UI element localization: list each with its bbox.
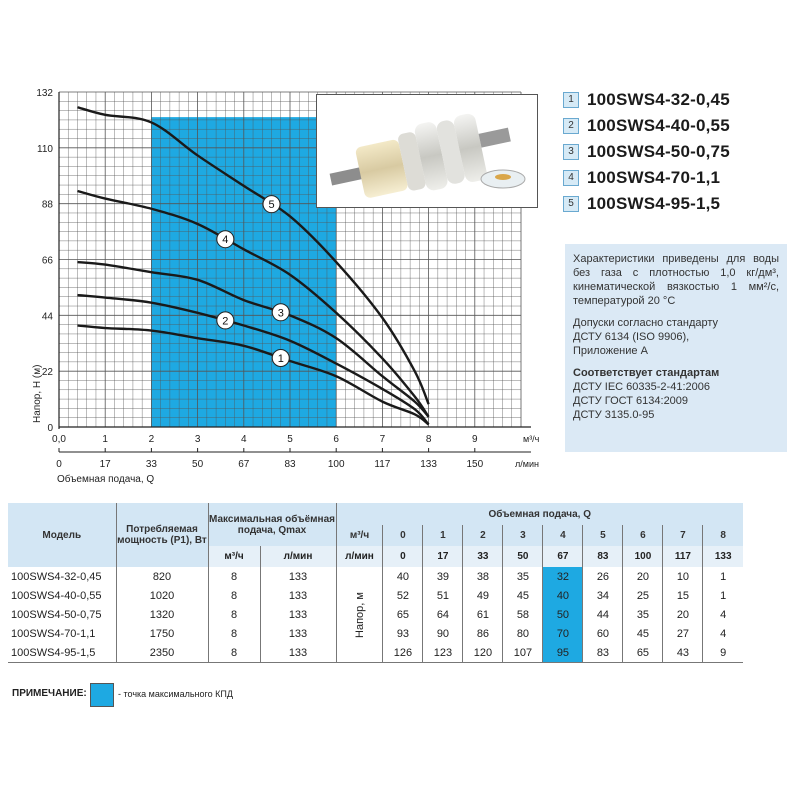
header-model: Модель xyxy=(8,503,116,567)
head-value-cell: 39 xyxy=(423,567,463,586)
qmax-m3h-cell: 8 xyxy=(208,586,260,605)
flow-lmin-header: 117 xyxy=(663,546,703,567)
head-value-cell: 107 xyxy=(503,643,543,663)
x-tick-label-m3h: 6 xyxy=(333,434,339,445)
head-value-cell: 52 xyxy=(383,586,423,605)
curve-label-1: 1 xyxy=(277,352,284,365)
curve-label-4: 4 xyxy=(222,234,229,247)
model-legend-item xyxy=(563,114,793,138)
model-legend xyxy=(563,88,793,218)
head-value-cell: 35 xyxy=(503,567,543,586)
power-cell: 1320 xyxy=(116,605,208,624)
y-tick-label: 110 xyxy=(37,143,53,155)
x-tick-label-lmin: 0 xyxy=(56,459,62,470)
head-value-cell: 1 xyxy=(703,586,743,605)
head-value-cell: 38 xyxy=(463,567,503,586)
model-number-badge: 4 xyxy=(563,170,579,186)
head-value-cell: 9 xyxy=(703,643,743,663)
flow-m3h-header: 6 xyxy=(623,525,663,546)
qmax-lmin-cell: 133 xyxy=(260,624,336,643)
flow-lmin-header: 50 xyxy=(503,546,543,567)
x-tick-label-m3h: 0,0 xyxy=(52,434,66,445)
head-value-cell: 4 xyxy=(703,605,743,624)
flow-m3h-header: 1 xyxy=(423,525,463,546)
x-tick-label-m3h: 3 xyxy=(194,434,201,445)
model-name: 100SWS4-32-0,45 xyxy=(587,90,730,109)
flow-m3h-header: 7 xyxy=(663,525,703,546)
header-m3h-unit: м³/ч xyxy=(336,525,383,546)
x-tick-label-lmin: 150 xyxy=(466,459,484,470)
head-value-cell: 35 xyxy=(623,605,663,624)
qmax-lmin-cell: 133 xyxy=(260,586,336,605)
model-legend-item xyxy=(563,140,793,164)
model-number-badge: 1 xyxy=(563,92,579,108)
header-lmin-unit: л/мин xyxy=(336,546,383,567)
x-unit-lmin: л/мин xyxy=(515,459,539,469)
head-value-cell: 123 xyxy=(423,643,463,663)
head-value-cell: 43 xyxy=(663,643,703,663)
y-tick-label: 66 xyxy=(41,255,53,267)
flow-m3h-header: 5 xyxy=(583,525,623,546)
x-tick-label-lmin: 33 xyxy=(145,459,157,470)
curve-label-2: 2 xyxy=(222,315,229,328)
head-value-cell: 45 xyxy=(623,624,663,643)
flow-m3h-header: 4 xyxy=(543,525,583,546)
head-value-cell: 49 xyxy=(463,586,503,605)
head-value-cell: 70 xyxy=(543,624,583,643)
head-value-cell: 44 xyxy=(583,605,623,624)
model-number-badge: 3 xyxy=(563,144,579,160)
qmax-m3h-cell: 8 xyxy=(208,567,260,586)
head-value-cell: 1 xyxy=(703,567,743,586)
x-tick-label-m3h: 2 xyxy=(148,434,155,445)
flow-m3h-header: 0 xyxy=(383,525,423,546)
x-tick-label-lmin: 50 xyxy=(192,459,204,470)
flow-lmin-header: 67 xyxy=(543,546,583,567)
x-tick-label-lmin: 83 xyxy=(284,459,296,470)
qmax-m3-unit: м³/ч xyxy=(208,546,260,567)
head-label-text: Напор, м xyxy=(353,591,366,638)
model-number-badge: 2 xyxy=(563,118,579,134)
power-cell: 2350 xyxy=(116,643,208,663)
head-value-cell: 32 xyxy=(543,567,583,586)
model-name: 100SWS4-50-0,75 xyxy=(587,142,730,161)
head-value-cell: 65 xyxy=(623,643,663,663)
x-tick-label-m3h: 1 xyxy=(102,434,108,445)
flow-m3h-header: 3 xyxy=(503,525,543,546)
power-cell: 820 xyxy=(116,567,208,586)
head-value-cell: 27 xyxy=(663,624,703,643)
qmax-lmin-cell: 133 xyxy=(260,567,336,586)
qmax-lmin-unit: л/мин xyxy=(260,546,336,567)
x-unit-m3h: м³/ч xyxy=(523,434,540,444)
info-panel xyxy=(565,244,787,452)
head-value-cell: 126 xyxy=(383,643,423,663)
head-value-cell: 26 xyxy=(583,567,623,586)
x-tick-label-lmin: 17 xyxy=(99,459,111,470)
head-value-cell: 15 xyxy=(663,586,703,605)
head-value-cell: 20 xyxy=(623,567,663,586)
head-value-cell: 95 xyxy=(543,643,583,663)
tolerance-line-3: Приложение А xyxy=(573,345,648,357)
x-tick-label-m3h: 4 xyxy=(241,434,247,445)
x-tick-label-m3h: 7 xyxy=(379,434,386,445)
x-tick-label-lmin: 67 xyxy=(238,459,250,470)
x-tick-label-m3h: 9 xyxy=(472,434,478,445)
pump-impeller-image xyxy=(317,95,537,207)
x-tick-label-m3h: 8 xyxy=(425,434,432,445)
curve-label-5: 5 xyxy=(268,199,275,212)
head-value-cell: 64 xyxy=(423,605,463,624)
head-value-cell: 83 xyxy=(583,643,623,663)
header-qmax: Максимальная объёмная подача, Qmax xyxy=(208,503,336,546)
model-name: 100SWS4-40-0,55 xyxy=(587,116,730,135)
y-axis-label: Напор, Н (м) xyxy=(32,364,43,423)
head-value-cell: 34 xyxy=(583,586,623,605)
head-value-cell: 50 xyxy=(543,605,583,624)
power-cell: 1750 xyxy=(116,624,208,643)
spec-table xyxy=(8,503,743,663)
model-cell: 100SWS4-95-1,5 xyxy=(8,643,116,663)
y-tick-label: 22 xyxy=(41,367,53,379)
flow-lmin-header: 83 xyxy=(583,546,623,567)
qmax-lmin-cell: 133 xyxy=(260,643,336,663)
qmax-m3h-cell: 8 xyxy=(208,605,260,624)
flow-m3h-header: 2 xyxy=(463,525,503,546)
head-value-cell: 60 xyxy=(583,624,623,643)
qmax-m3h-cell: 8 xyxy=(208,643,260,663)
standard-1: ДСТУ IEC 60335-2-41:2006 xyxy=(573,381,710,393)
head-value-cell: 58 xyxy=(503,605,543,624)
model-number-badge: 5 xyxy=(563,196,579,212)
head-value-cell: 61 xyxy=(463,605,503,624)
x-tick-label-m3h: 5 xyxy=(287,434,293,445)
pump-photo xyxy=(316,94,538,208)
head-value-cell: 10 xyxy=(663,567,703,586)
y-tick-label: 132 xyxy=(36,88,53,99)
model-cell: 100SWS4-40-0,55 xyxy=(11,589,102,602)
header-power: Потребляемая мощность (P1), Вт xyxy=(116,503,208,567)
y-tick-label: 88 xyxy=(41,199,53,211)
note-text: - точка максимального КПД xyxy=(118,689,233,699)
flow-lmin-header: 33 xyxy=(463,546,503,567)
model-cell: 100SWS4-70-1,1 xyxy=(11,627,96,640)
x-axis-label: Объемная подача, Q xyxy=(57,474,155,485)
standard-3: ДСТУ 3135.0-95 xyxy=(573,409,655,421)
model-legend-item xyxy=(563,88,793,112)
head-label xyxy=(336,567,383,663)
model-cell: 100SWS4-50-0,75 xyxy=(11,608,102,621)
info-description: Характеристики приведены для воды без газа с плотностью 1,0 кг/дм³, кинематической вязкостью 1 мм²/с, температурой 20 °С xyxy=(573,253,779,307)
flow-lmin-header: 17 xyxy=(423,546,463,567)
table-row xyxy=(8,567,743,586)
flow-m3h-header: 8 xyxy=(703,525,743,546)
tolerance-line-1: Допуски согласно стандарту xyxy=(573,317,719,329)
x-tick-label-lmin: 100 xyxy=(327,459,345,470)
flow-lmin-header: 0 xyxy=(383,546,423,567)
head-value-cell: 80 xyxy=(503,624,543,643)
head-value-cell: 86 xyxy=(463,624,503,643)
x-tick-label-lmin: 117 xyxy=(374,459,391,470)
model-legend-item xyxy=(563,166,793,190)
head-value-cell: 40 xyxy=(543,586,583,605)
flow-lmin-header: 133 xyxy=(703,546,743,567)
x-tick-label-lmin: 133 xyxy=(420,459,437,470)
flow-lmin-header: 100 xyxy=(623,546,663,567)
head-value-cell: 93 xyxy=(383,624,423,643)
head-value-cell: 120 xyxy=(463,643,503,663)
model-cell: 100SWS4-32-0,45 xyxy=(11,570,102,583)
head-value-cell: 40 xyxy=(383,567,423,586)
qmax-lmin-cell: 133 xyxy=(260,605,336,624)
y-tick-label: 0 xyxy=(47,423,53,434)
header-flow: Объемная подача, Q xyxy=(336,503,743,525)
head-value-cell: 51 xyxy=(423,586,463,605)
y-tick-label: 44 xyxy=(41,311,53,323)
model-name: 100SWS4-95-1,5 xyxy=(587,194,721,213)
model-name: 100SWS4-70-1,1 xyxy=(587,168,721,187)
head-value-cell: 90 xyxy=(423,624,463,643)
qmax-m3h-cell: 8 xyxy=(208,624,260,643)
note-label: ПРИМЕЧАНИЕ: xyxy=(12,688,87,699)
standards-title: Соответствует стандартам xyxy=(573,367,720,379)
head-value-cell: 25 xyxy=(623,586,663,605)
curve-label-3: 3 xyxy=(277,307,284,320)
standard-2: ДСТУ ГОСТ 6134:2009 xyxy=(573,395,689,407)
note-swatch xyxy=(90,683,114,707)
head-value-cell: 45 xyxy=(503,586,543,605)
head-value-cell: 20 xyxy=(663,605,703,624)
tolerance-line-2: ДСТУ 6134 (ISO 9906), xyxy=(573,331,690,343)
power-cell: 1020 xyxy=(116,586,208,605)
head-value-cell: 65 xyxy=(383,605,423,624)
head-value-cell: 4 xyxy=(703,624,743,643)
model-legend-item xyxy=(563,192,793,216)
